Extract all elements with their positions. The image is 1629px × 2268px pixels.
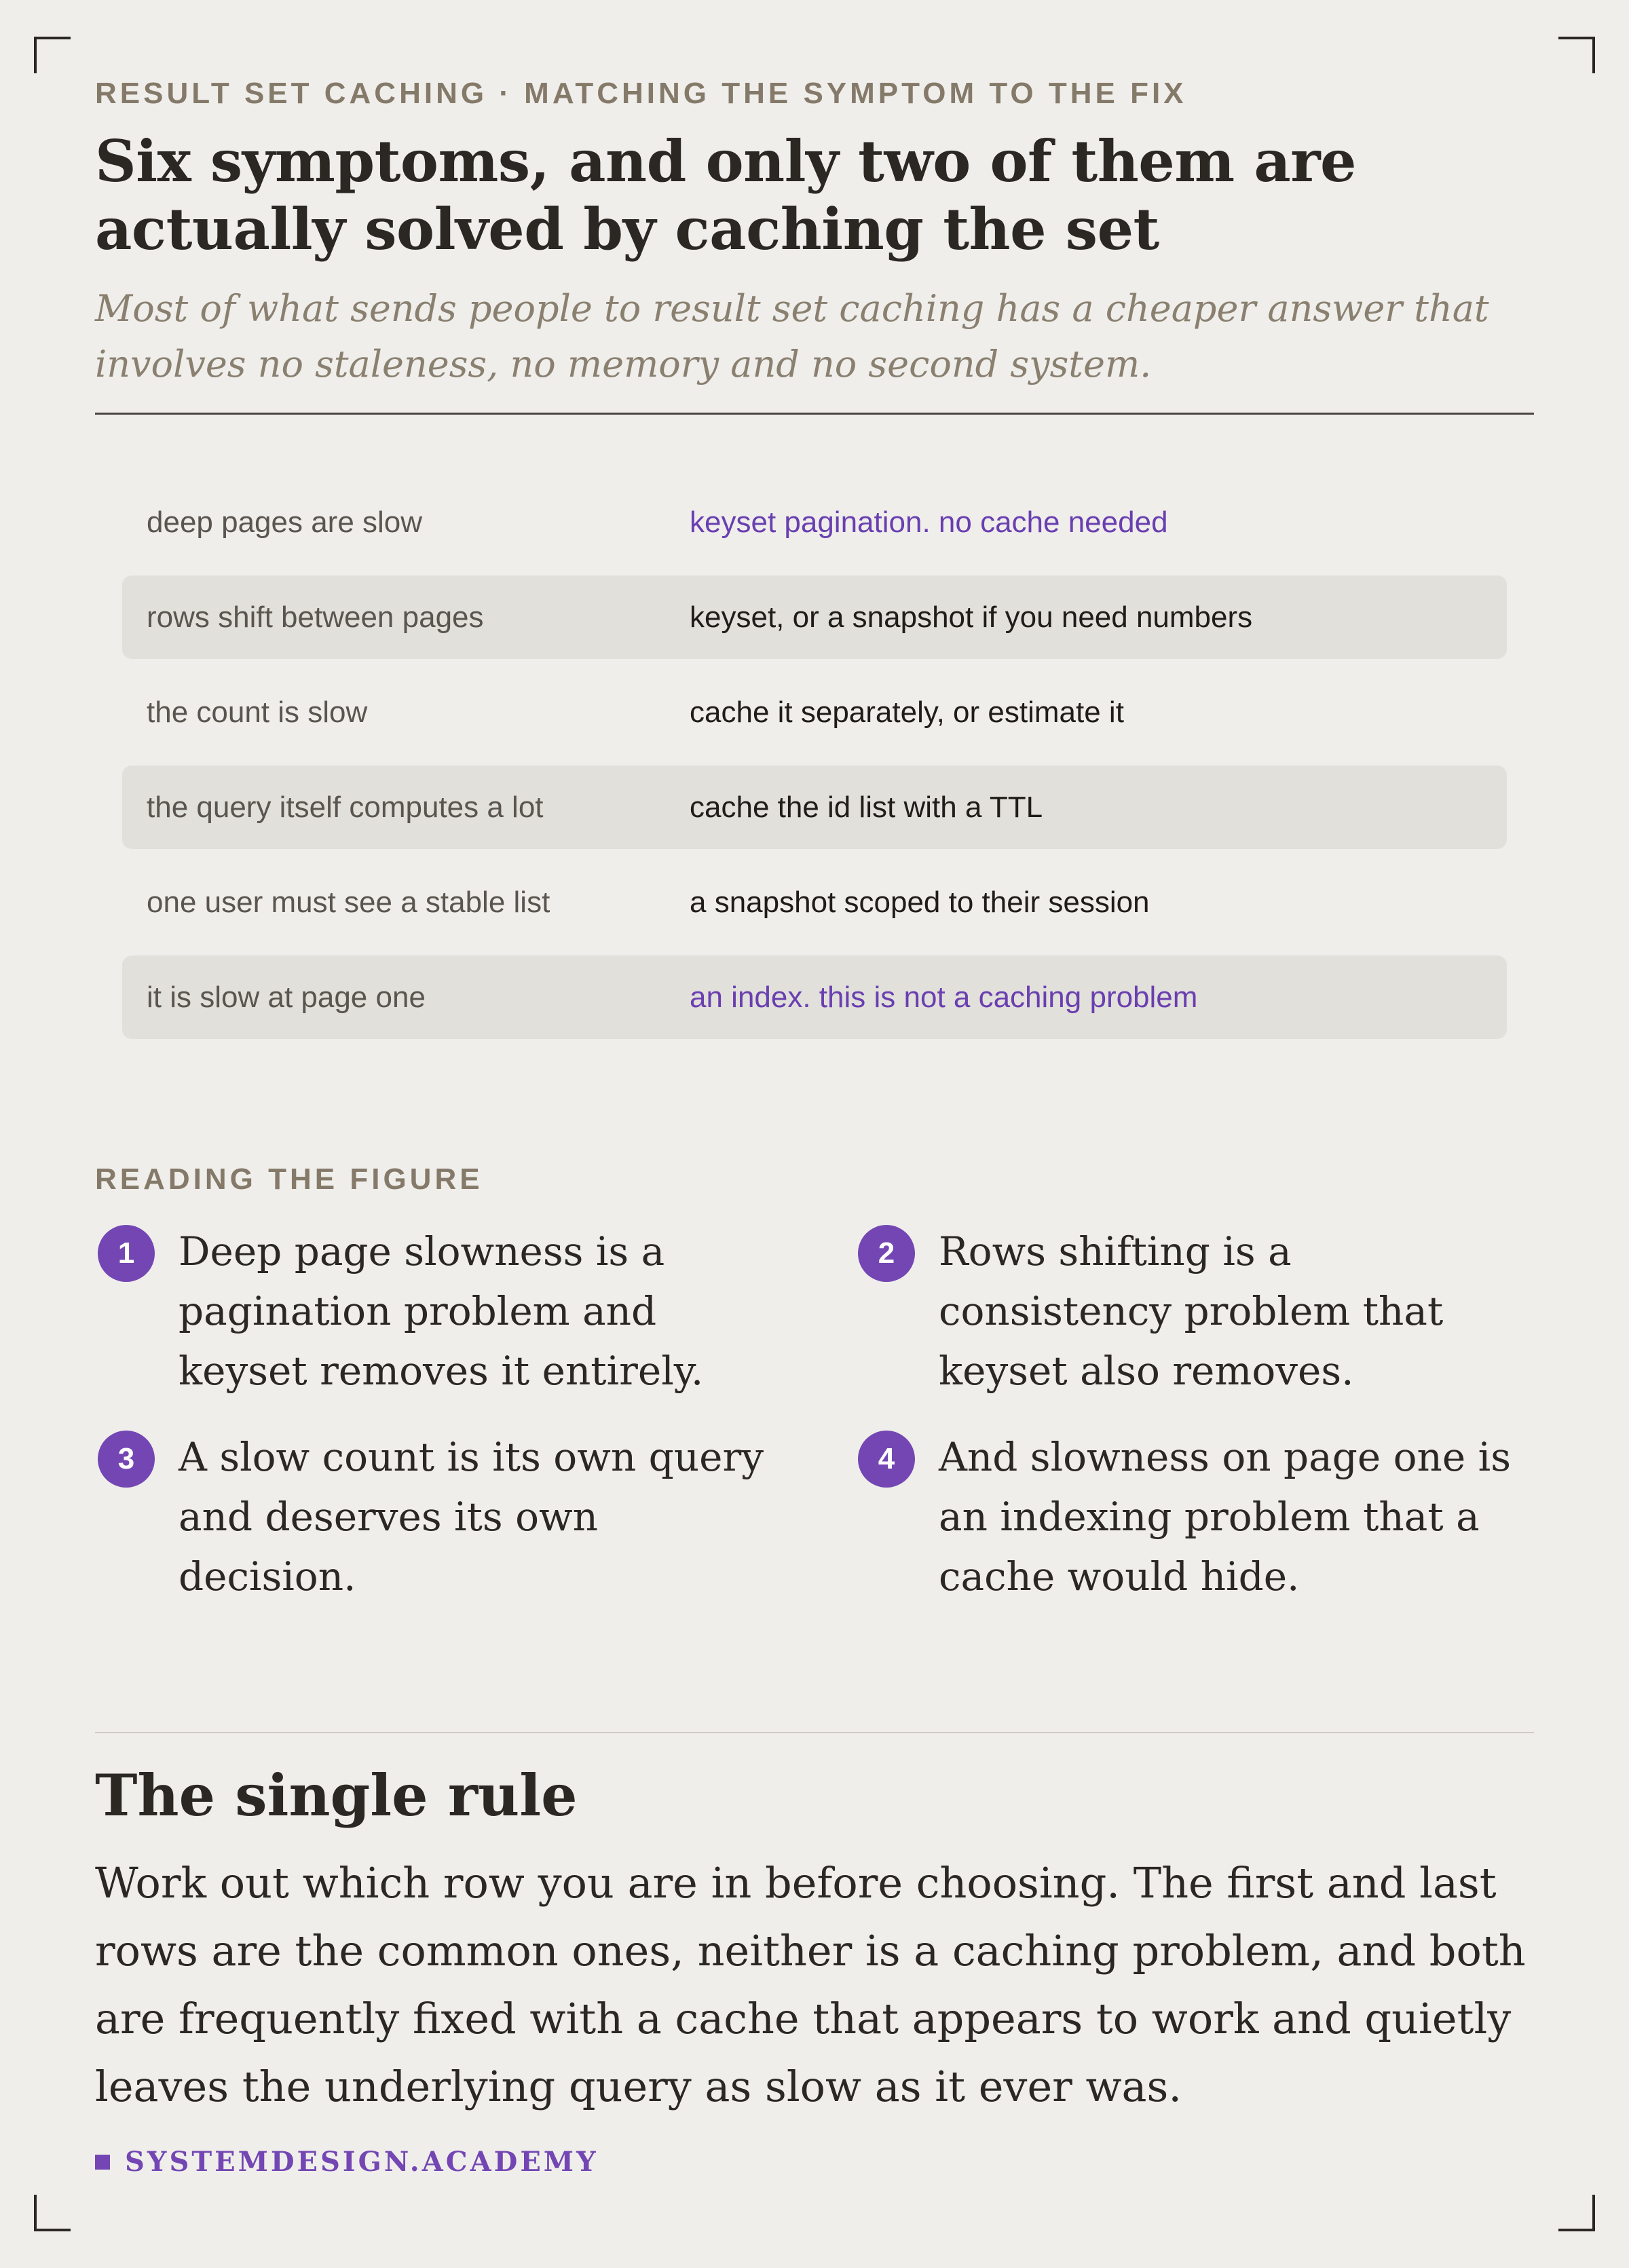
symptom-cell: it is slow at page one [147,980,426,1014]
rule-heading: The single rule [95,1762,578,1829]
note-number-badge: 3 [98,1431,155,1488]
note-item [858,1222,1537,1401]
fix-cell: cache it separately, or estimate it [690,695,1124,729]
note-text: A slow count is its own query and deserves its own decision. [179,1434,764,1600]
brand-name: SYSTEMDESIGN.ACADEMY [125,2146,599,2178]
page-title: Six symptoms, and only two of them are actually solved by caching the set [95,128,1356,263]
corner-mark-bottom-left [34,2195,71,2231]
brand-footer [95,2146,599,2178]
note-item [858,1427,1537,1606]
table-row [122,575,1507,659]
fix-cell: keyset pagination. no cache needed [690,505,1168,539]
fix-cell: keyset, or a snapshot if you need numbers [690,600,1253,634]
note-number-badge: 1 [98,1225,155,1282]
note-text: Rows shifting is a consistency problem that keyset also removes. [939,1228,1444,1394]
table-row [122,670,1507,754]
note-text: And slowness on page one is an indexing problem that a cache would hide. [939,1434,1511,1600]
header-divider [95,413,1534,415]
note-item [98,1427,776,1606]
symptom-cell: rows shift between pages [147,600,484,634]
corner-mark-top-left [34,37,71,73]
symptom-cell: one user must see a stable list [147,885,550,919]
note-item [98,1222,776,1401]
table-row [122,861,1507,944]
symptom-cell: the query itself computes a lot [147,790,544,824]
table-row [122,480,1507,564]
symptom-cell: deep pages are slow [147,505,423,539]
symptom-cell: the count is slow [147,695,368,729]
corner-mark-bottom-right [1558,2195,1595,2231]
fix-cell: an index. this is not a caching problem [690,980,1198,1014]
fix-cell: a snapshot scoped to their session [690,885,1150,919]
table-row [122,956,1507,1039]
page-subtitle: Most of what sends people to result set caching has a cheaper answer that involves no staleness, no memory and no second system. [95,287,1489,385]
fix-cell: cache the id list with a TTL [690,790,1043,824]
note-number-badge: 2 [858,1225,915,1282]
eyebrow: RESULT SET CACHING · MATCHING THE SYMPTOM TO THE FIX [95,77,1187,110]
note-text: Deep page slowness is a pagination problem and keyset removes it entirely. [179,1228,704,1394]
corner-mark-top-right [1558,37,1595,73]
table-row [122,766,1507,849]
note-number-badge: 4 [858,1431,915,1488]
rule-body-text: Work out which row you are in before choosing. The first and last rows are the common ones, neither is a caching problem, and both are frequently fixed with a cache that appears to work and quietly leaves the underlying query as slow as it ever was. [95,1858,1526,2111]
section-label: READING THE FIGURE [95,1163,483,1196]
brand-square-icon [95,2155,110,2170]
section-divider [95,1732,1534,1733]
symptom-fix-table [122,480,1507,1051]
